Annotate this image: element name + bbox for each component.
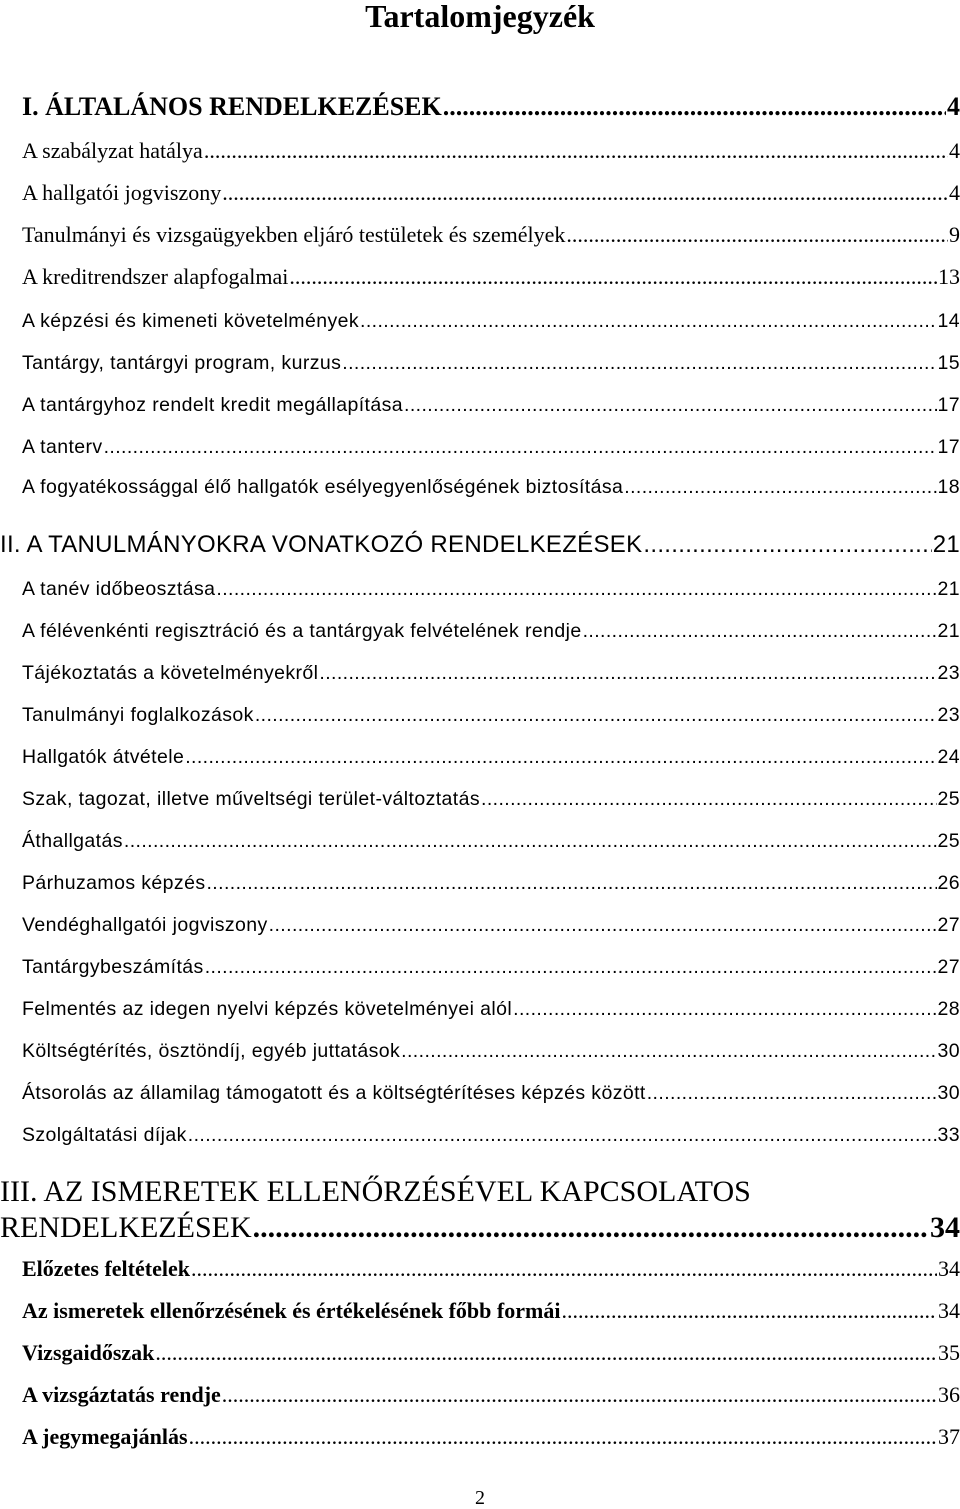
toc-dot-leader — [222, 180, 948, 206]
toc-dot-leader — [253, 1210, 929, 1246]
page-title: Tartalomjegyzék — [365, 0, 595, 34]
toc-entry[interactable] — [22, 1256, 960, 1282]
toc-page-number: 21 — [932, 531, 960, 558]
toc-dot-leader — [647, 1080, 937, 1106]
toc-entry-label: Hallgatók átvétele — [22, 746, 185, 768]
toc-entry-label: Áthallgatás — [22, 830, 123, 852]
toc-dot-leader — [566, 222, 948, 248]
toc-dot-leader — [319, 660, 936, 686]
toc-entry[interactable] — [22, 996, 960, 1022]
toc-dot-leader — [643, 530, 931, 560]
toc-entry[interactable] — [22, 786, 960, 812]
toc-page-number: 34 — [938, 1256, 960, 1281]
toc-page-number: 23 — [937, 704, 960, 726]
toc-entry-label: Átsorolás az államilag támogatott és a költségtérítéses képzés között — [22, 1082, 646, 1104]
toc-page-number: 27 — [937, 956, 960, 978]
toc-page-number: 35 — [938, 1340, 960, 1365]
toc-entry[interactable] — [22, 912, 960, 938]
toc-page-number: 30 — [937, 1082, 960, 1104]
toc-section-label-line2-row — [0, 1210, 960, 1246]
toc-entry[interactable] — [22, 954, 960, 980]
toc-page-number: 34 — [938, 1298, 960, 1323]
toc-entry[interactable] — [22, 308, 960, 334]
toc-entry[interactable] — [22, 1424, 960, 1450]
toc-entry-label: Előzetes feltételek — [22, 1256, 190, 1281]
toc-page-number: 34 — [930, 1211, 960, 1244]
toc-entry[interactable] — [22, 434, 960, 460]
toc-entry-label: Az ismeretek ellenőrzésének és értékelésének főbb formái — [22, 1298, 561, 1323]
toc-dot-leader — [188, 1122, 937, 1148]
toc-section-2[interactable] — [0, 530, 960, 560]
toc-entry-label: Vendéghallgatói jogviszony — [22, 914, 268, 936]
toc-entry[interactable] — [22, 744, 960, 770]
toc-entry-label: A tantárgyhoz rendelt kredit megállapítása — [22, 394, 404, 416]
toc-dot-leader — [255, 702, 937, 728]
toc-entry-label: A jegymegajánlás — [22, 1424, 188, 1449]
toc-dot-leader — [401, 1038, 936, 1064]
toc-section-1[interactable] — [22, 92, 960, 122]
toc-entry[interactable] — [22, 618, 960, 644]
toc-entry-label: A szabályzat hatálya — [22, 138, 203, 163]
toc-dot-leader — [205, 954, 937, 980]
toc-entry[interactable] — [22, 1080, 960, 1106]
toc-dot-leader — [360, 308, 937, 334]
toc-page-number: 17 — [937, 394, 960, 416]
toc-page-number: 23 — [937, 662, 960, 684]
toc-entry-label: A félévenkénti regisztráció és a tantárgyak felvételének rendje — [22, 620, 582, 642]
toc-entry[interactable] — [22, 1382, 960, 1408]
toc-dot-leader — [342, 350, 936, 376]
toc-page-number: 13 — [938, 264, 960, 289]
toc-entry-label: A vizsgáztatás rendje — [22, 1382, 221, 1407]
toc-page-number: 24 — [937, 746, 960, 768]
toc-dot-leader — [191, 1256, 937, 1282]
toc-dot-leader — [513, 996, 936, 1022]
toc-entry-label: Szak, tagozat, illetve műveltségi terület-változtatás — [22, 788, 480, 810]
toc-entry-label: Szolgáltatási díjak — [22, 1124, 187, 1146]
toc-entry[interactable] — [22, 660, 960, 686]
toc-entry-label: A képzési és kimeneti követelmények — [22, 310, 359, 332]
toc-section-label-line1: III. AZ ISMERETEK ELLENŐRZÉSÉVEL KAPCSOLATOS — [0, 1175, 751, 1208]
toc-page-number: 9 — [949, 222, 960, 247]
toc-entry[interactable] — [22, 828, 960, 854]
toc-page-number: 4 — [949, 138, 960, 163]
toc-dot-leader — [104, 434, 937, 460]
toc-dot-leader — [481, 786, 937, 812]
toc-entry-label: Tantárgy, tantárgyi program, kurzus — [22, 352, 342, 374]
toc-page-number: 15 — [937, 352, 960, 374]
toc-page-number: 4 — [949, 180, 960, 205]
toc-page-number: 26 — [937, 872, 960, 894]
toc-page-number: 33 — [937, 1124, 960, 1146]
toc-entry-label: Tantárgybeszámítás — [22, 956, 204, 978]
toc-entry[interactable] — [22, 576, 960, 602]
toc-dot-leader — [124, 828, 937, 854]
toc-dot-leader — [404, 392, 936, 418]
toc-entry-label: Tanulmányi és vizsgaügyekben eljáró testületek és személyek — [22, 222, 566, 247]
toc-page-number: 25 — [937, 788, 960, 810]
toc-page-number: 30 — [937, 1040, 960, 1062]
toc-section-label: II. A TANULMÁNYOKRA VONATKOZÓ RENDELKEZÉSEK — [0, 531, 643, 558]
toc-entry[interactable] — [22, 392, 960, 418]
toc-entry[interactable] — [22, 1122, 960, 1148]
toc-dot-leader — [561, 1298, 937, 1324]
toc-dot-leader — [624, 474, 936, 500]
toc-dot-leader — [269, 912, 937, 938]
toc-section-3[interactable] — [0, 1174, 960, 1246]
toc-entry[interactable] — [22, 138, 960, 164]
toc-dot-leader — [583, 618, 937, 644]
toc-dot-leader — [222, 1382, 937, 1408]
toc-dot-leader — [185, 744, 936, 770]
toc-entry[interactable] — [22, 474, 960, 500]
toc-page-number: 4 — [947, 92, 960, 121]
toc-entry-label: A hallgatói jogviszony — [22, 180, 222, 205]
toc-entry-label: Tájékoztatás a követelményekről — [22, 662, 319, 684]
toc-page-number: 36 — [938, 1382, 960, 1407]
toc-page-number: 25 — [937, 830, 960, 852]
toc-dot-leader — [289, 264, 937, 290]
page-number-footer: 2 — [475, 1487, 485, 1509]
toc-entry[interactable] — [22, 264, 960, 290]
toc-entry[interactable] — [22, 870, 960, 896]
toc-section-label-line2: RENDELKEZÉSEK — [0, 1211, 252, 1244]
toc-entry-label: Felmentés az idegen nyelvi képzés követelményei alól — [22, 998, 513, 1020]
toc-entry-label: Párhuzamos képzés — [22, 872, 206, 894]
toc-entry[interactable] — [22, 1298, 960, 1324]
toc-dot-leader — [216, 576, 936, 602]
toc-page-number: 21 — [937, 620, 960, 642]
toc-page-number: 21 — [937, 578, 960, 600]
toc-entry-label: Vizsgaidőszak — [22, 1340, 155, 1365]
toc-entry[interactable] — [22, 702, 960, 728]
toc-entry[interactable] — [22, 222, 960, 248]
toc-page-number: 37 — [938, 1424, 960, 1449]
toc-page-number: 14 — [937, 310, 960, 332]
toc-entry-label: A tanterv — [22, 436, 103, 458]
toc-section-label: I. ÁLTALÁNOS RENDELKEZÉSEK — [22, 92, 442, 121]
toc-entry-label: Tanulmányi foglalkozások — [22, 704, 254, 726]
toc-entry-label: A fogyatékossággal élő hallgatók esélyegyenlőségének biztosítása — [22, 476, 624, 498]
toc-entry-label: Költségtérítés, ösztöndíj, egyéb juttatások — [22, 1040, 401, 1062]
toc-page-number: 28 — [937, 998, 960, 1020]
toc-dot-leader — [206, 870, 936, 896]
toc-dot-leader — [204, 138, 948, 164]
toc-entry-label: A tanév időbeosztása — [22, 578, 216, 600]
toc-dot-leader — [443, 92, 946, 122]
toc-entry[interactable] — [22, 1038, 960, 1064]
toc-page-number: 17 — [937, 436, 960, 458]
toc-page-number: 18 — [937, 476, 960, 498]
toc-entry[interactable] — [22, 180, 960, 206]
toc-dot-leader — [189, 1424, 937, 1450]
toc-entry-label: A kreditrendszer alapfogalmai — [22, 264, 289, 289]
toc-entry[interactable] — [22, 1340, 960, 1366]
toc-dot-leader — [155, 1340, 937, 1366]
toc-entry[interactable] — [22, 350, 960, 376]
toc-page-number: 27 — [937, 914, 960, 936]
